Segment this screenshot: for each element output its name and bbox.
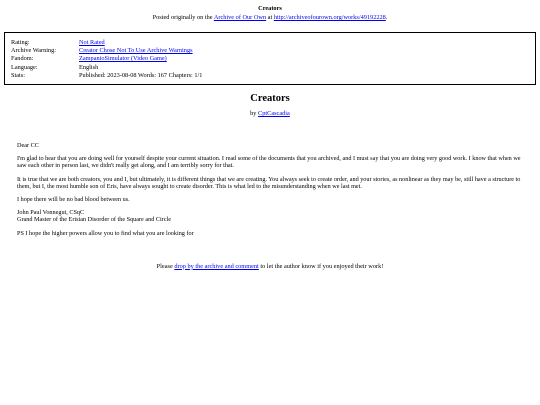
language-value: English: [79, 63, 99, 71]
byline: [0, 110, 540, 117]
meta-row-fandom: [11, 55, 202, 63]
comment-please: Please: [156, 262, 175, 270]
paragraph-2: It is true that we are both creators, you and I, but ultimately, it is different things that we are creating. You always seek to create order, and your stories, as nonlinear as they may be, still have a structure to them, but I, the most humble son of Eris, have always sought to create disorder. This is what led to the misunderstanding when we last met.: [17, 175, 521, 190]
stats-label: Stats:: [11, 71, 25, 79]
stats-value: Published: 2023-08-08 Words: 167 Chapters: 1/1: [79, 71, 203, 79]
page-title: Creators: [258, 5, 282, 12]
comment-rest: to let the author know if you enjoyed their work!: [258, 262, 384, 270]
paragraph-3: I hope there will be no bad blood between us.: [17, 196, 130, 204]
posted-at: at: [266, 14, 274, 21]
work-url-link[interactable]: http://archiveofourown.org/works/49192228: [273, 14, 386, 21]
signature-title: Grand Master of the Erisian Disorder of the Square and Circle: [17, 216, 171, 224]
meta-table: [11, 39, 202, 80]
posted-prefix: Posted originally on the: [152, 14, 214, 21]
warning-link[interactable]: Creator Chose Not To Use Archive Warnings: [79, 47, 193, 55]
postscript: PS I hope the higher powers allow you to find what you are looking for: [17, 229, 194, 237]
page-header: [0, 0, 540, 22]
work-body: [17, 142, 523, 237]
byline-prefix: by: [250, 110, 259, 117]
meta-row-stats: [11, 72, 202, 80]
author-link[interactable]: CptCascadia: [258, 110, 290, 117]
meta-row-rating: [11, 39, 202, 47]
signature: [17, 209, 523, 223]
meta-row-warning: [11, 47, 202, 55]
language-label: Language:: [11, 63, 38, 71]
archive-link[interactable]: Archive of Our Own: [213, 14, 267, 21]
rating-link[interactable]: Not Rated: [79, 39, 105, 46]
work-meta-box: [4, 32, 536, 85]
posted-line: [0, 13, 540, 22]
fandom-label: Fandom:: [11, 55, 34, 63]
posted-end: .: [385, 14, 388, 21]
warning-label: Archive Warning:: [11, 47, 57, 55]
paragraph-1: I'm glad to hear that you are doing well for yourself despite your current situation. I read some of the documents that you archived, and I must say that you are doing very good work. I know that when we saw each other in person last, we didn't really get along, and I am terribly sorry for that.: [17, 155, 521, 170]
fandom-link[interactable]: ZampanioSimulator (Video Game): [79, 55, 167, 63]
signature-name: John Paul Vonnegut, CSqC: [17, 209, 85, 217]
rating-label: Rating:: [11, 39, 30, 46]
paragraph-greeting: Dear CC: [17, 142, 39, 149]
comment-link[interactable]: drop by the archive and comment: [174, 262, 259, 270]
comment-prompt: [0, 263, 540, 270]
work-title: Creators: [250, 93, 290, 104]
meta-row-language: [11, 64, 202, 72]
